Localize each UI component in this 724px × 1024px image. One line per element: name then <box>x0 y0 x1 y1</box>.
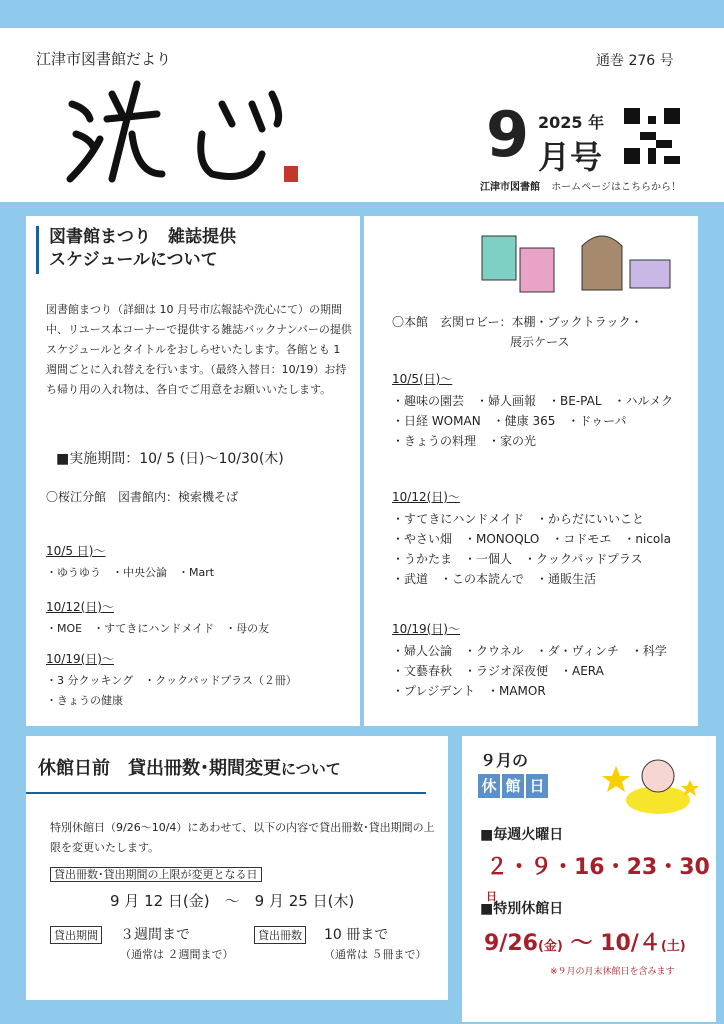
period-note: （通常は ２週間まで） <box>120 948 234 961</box>
special-separator: 〜 <box>562 931 601 956</box>
festival-title-line2: スケジュールについて <box>49 250 218 270</box>
schedule-line: ・プレジデント ・MAMOR <box>392 684 546 698</box>
schedule-date: 10/5(日)〜 <box>392 372 453 386</box>
festival-panel <box>26 216 360 726</box>
count-value: 10 冊まで <box>324 927 389 943</box>
moon-mascot-icon <box>602 746 702 818</box>
homepage-note <box>480 178 681 193</box>
schedule-line: ・きょうの料理 ・家の光 <box>392 434 537 448</box>
library-name: 江津市図書館 <box>480 182 540 193</box>
change-dates: 9 月 12 日(金) 〜 9 月 25 日(木) <box>110 892 355 910</box>
newsletter-org: 江津市図書館だより <box>36 50 172 68</box>
main-location-line2: 展示ケース <box>510 335 570 349</box>
lending-heading <box>38 754 341 780</box>
header <box>0 28 724 202</box>
closed-note: ※９月の月末休館日を含みます <box>550 967 675 977</box>
branch-schedule-2 <box>46 598 269 639</box>
schedule-line: ・きょうの健康 <box>46 694 123 707</box>
issue-year: 2025 年 <box>538 113 605 132</box>
volume-number: 通巻 276 号 <box>596 53 674 69</box>
festival-title <box>36 226 306 274</box>
badge-char: 館 <box>502 774 524 798</box>
schedule-line: ・日経 WOMAN ・健康 365 ・ドゥーパ <box>392 414 627 428</box>
schedule-line: ・MOE ・すてきにハンドメイド ・母の友 <box>46 622 270 635</box>
special-start-day: (金) <box>537 939 563 954</box>
schedule-date: 10/12(日)〜 <box>46 600 114 614</box>
main-schedule-2 <box>392 488 671 589</box>
lending-change-panel <box>26 736 448 1000</box>
weekly-days-suffix: 日 <box>486 890 497 903</box>
special-end-day: (土) <box>660 939 686 954</box>
magazines-illustration <box>472 226 688 296</box>
special-label: ■特別休館日 <box>480 901 564 917</box>
main-location-line1: 〇本館 玄関ロビー：本棚・ブックトラック・ <box>392 315 643 329</box>
schedule-line: ・やさい畑 ・MONOQLO ・コドモエ ・nicola <box>392 532 671 546</box>
schedule-date: 10/12(日)〜 <box>392 490 460 504</box>
weekly-label: ■毎週火曜日 <box>480 827 564 843</box>
qr-code-icon[interactable] <box>624 108 680 164</box>
issue-label <box>486 98 616 176</box>
schedule-date: 10/5 日)〜 <box>46 544 106 558</box>
weekly-days-values: ２・９・16・23・30 <box>486 855 710 880</box>
lending-body: 特別休館日（9/26〜10/4）にあわせて、以下の内容で貸出冊数･貸出期間の上限を変更いたします。 <box>50 821 435 854</box>
main-library-panel <box>364 216 698 726</box>
schedule-line: ・ゆうゆう ・中央公論 ・Mart <box>46 566 215 579</box>
schedule-line: ・婦人公論 ・クウネル ・ダ・ヴィンチ ・科学 <box>392 644 667 658</box>
senshin-logo <box>62 74 302 194</box>
limit-label-text: 貸出冊数･貸出期間の上限が変更となる日 <box>50 867 262 882</box>
badge-char: 日 <box>526 774 548 798</box>
schedule-line: ・文藝春秋 ・ラジオ深夜便 ・AERA <box>392 664 604 678</box>
period-value: ３週間まで <box>120 927 190 943</box>
issue-number: 9 <box>486 98 530 171</box>
issue-month: 月号 <box>538 138 603 176</box>
main-schedule-3 <box>392 620 667 701</box>
schedule-line: ・うかたま ・一個人 ・クックパッドプラス <box>392 552 643 566</box>
lending-heading-main: 休館日前 貸出冊数･期間変更 <box>38 758 281 779</box>
heading-rule <box>26 792 426 794</box>
period-label: 貸出期間 <box>50 926 102 944</box>
branch-schedule-1 <box>46 542 214 583</box>
branch-schedule-3 <box>46 650 297 711</box>
schedule-line: ・武道 ・この本読んで ・通販生活 <box>392 572 597 586</box>
badge-char: 休 <box>478 774 500 798</box>
festival-title-line1: 図書館まつり 雑誌提供 <box>49 227 236 247</box>
closed-days-badge <box>478 774 548 798</box>
main-schedule-1 <box>392 370 673 451</box>
lending-heading-rest: について <box>281 760 341 778</box>
closed-month: ９月の <box>480 751 529 770</box>
schedule-date: 10/19(日)〜 <box>392 622 460 636</box>
schedule-line: ・3 分クッキング ・クックパッドプラス（２冊） <box>46 674 297 687</box>
limit-label <box>50 866 262 882</box>
closed-days-panel <box>462 736 716 1022</box>
festival-period: ■実施期間：10/ 5 (日)〜10/30(木) <box>56 451 284 467</box>
schedule-date: 10/19(日)〜 <box>46 652 114 666</box>
special-start: 9/26 <box>484 931 538 956</box>
special-end: 10/４ <box>600 931 661 956</box>
schedule-line: ・すてきにハンドメイド ・からだにいいこと <box>392 512 645 526</box>
homepage-link-text[interactable]: ホームページはこちらから！ <box>551 182 681 193</box>
schedule-line: ・趣味の園芸 ・婦人画報 ・BE-PAL ・ハルメク <box>392 394 674 408</box>
festival-intro: 図書館まつり（詳細は 10 月号市広報誌や洗心にて）の期間中、リユース本コーナーで提供する雑誌バックナンバーの提供スケジュールとタイトルをおしらせいたします。各館とも 1 週間ごとに入れ替えを行います。（最終入替日：10/19）お持ち帰り用の入れ物は、各自でご用意をお願いいたします。 <box>46 303 352 396</box>
branch-location: 〇桜江分館 図書館内：検索機そば <box>46 490 239 504</box>
special-range <box>484 926 686 957</box>
main-location <box>392 312 642 352</box>
count-label: 貸出冊数 <box>254 926 306 944</box>
count-note: （通常は ５冊まで） <box>324 948 427 961</box>
